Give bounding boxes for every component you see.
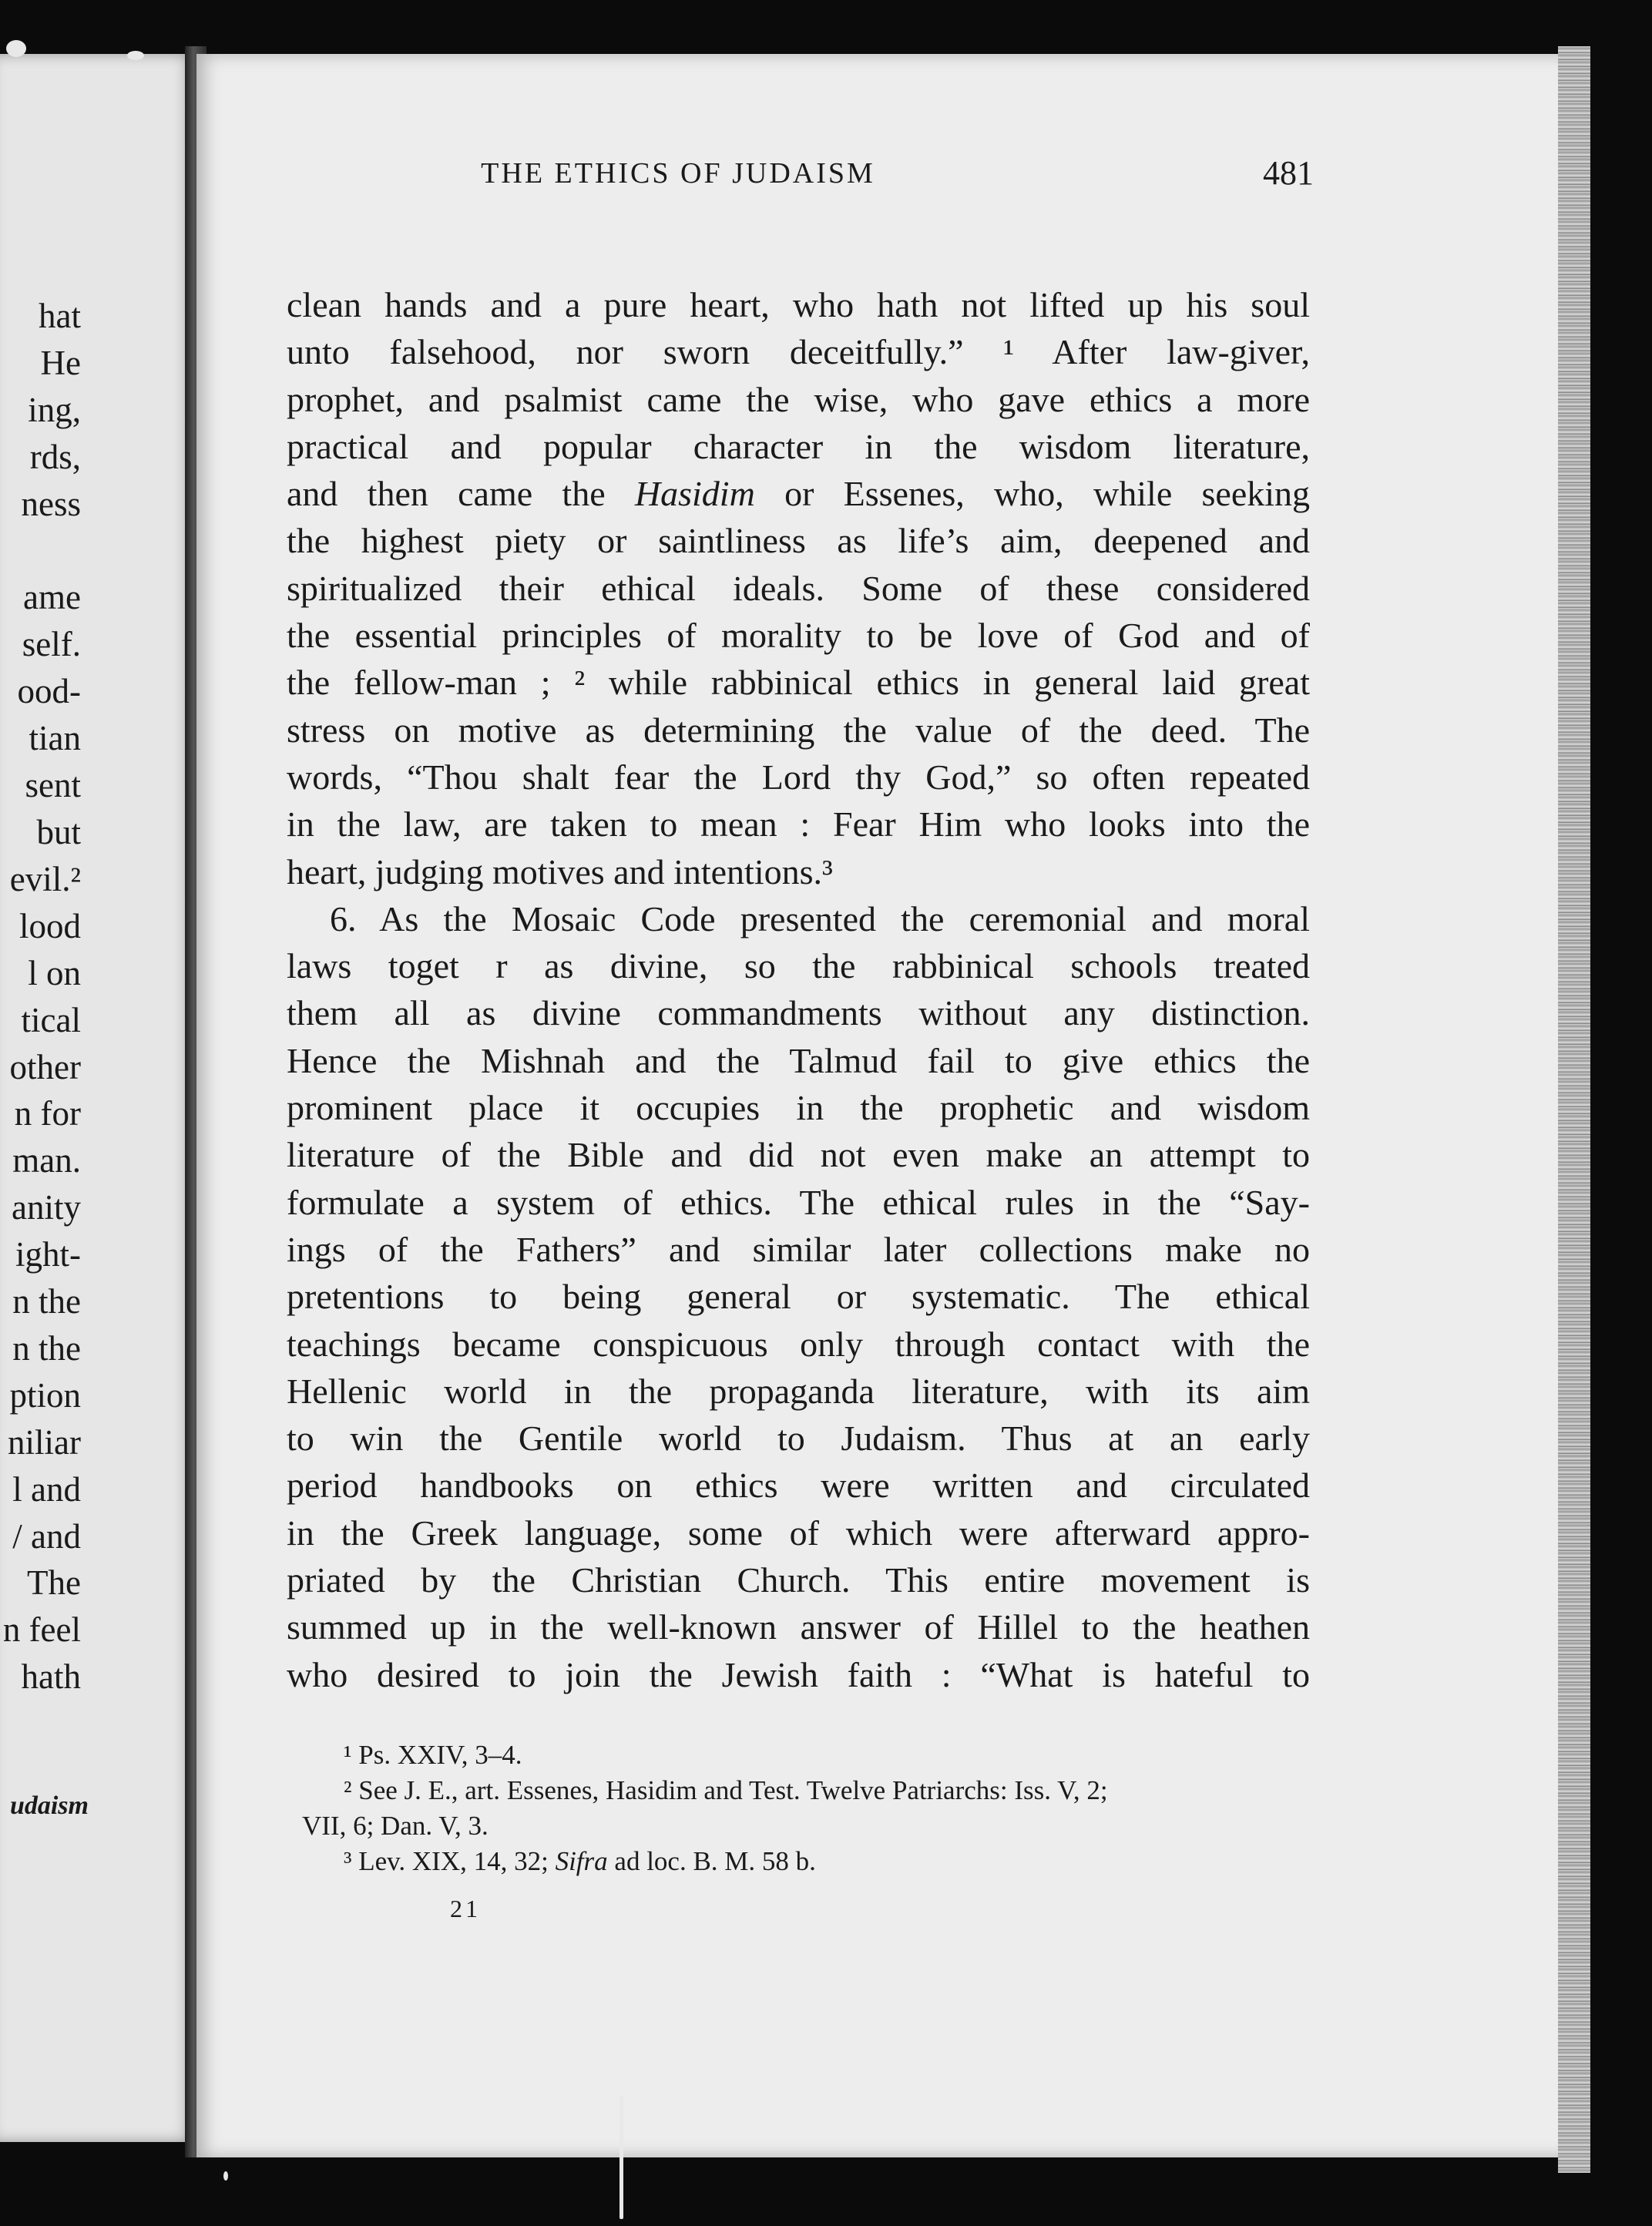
- left-fragment: hath: [21, 1657, 81, 1697]
- left-fragment: ption: [9, 1375, 81, 1415]
- text-line: in the law, are taken to mean : Fear Him who looks into the: [287, 804, 1310, 844]
- text-line: laws toget r as divine, so the rabbinical schools treated: [287, 946, 1310, 986]
- left-facing-page: [0, 54, 196, 2142]
- footnote-segment: ³ Lev. XIX, 14, 32;: [344, 1846, 556, 1876]
- footnotes: [302, 1737, 1310, 1879]
- text-line: them all as divine commandments without any distinction.: [287, 993, 1310, 1033]
- left-fragment: ame: [23, 578, 81, 617]
- left-fragment: n feel: [2, 1610, 81, 1650]
- body-text: [287, 281, 1310, 1698]
- text-line: ings of the Fathers” and similar later collections make no: [287, 1229, 1310, 1269]
- text-line: period handbooks on ethics were written and circulated: [287, 1466, 1310, 1506]
- text-line: words, “Thou shalt fear the Lord thy God,” so often repeated: [287, 757, 1310, 797]
- text-line: literature of the Bible and did not even make an attempt to: [287, 1135, 1310, 1175]
- text-line: pretentions to being general or systematic. The ethical: [287, 1277, 1310, 1317]
- left-fragment: but: [36, 812, 81, 851]
- left-fragment: n the: [12, 1282, 81, 1321]
- left-fragment: The: [27, 1563, 81, 1603]
- text-line: unto falsehood, nor sworn deceitfully.” ¹ After law-giver,: [287, 332, 1310, 372]
- text-line: the fellow-man ; ² while rabbinical ethics in general laid great: [287, 663, 1310, 703]
- text-line: heart, judging motives and intentions.³: [287, 851, 833, 891]
- text-line: 6. As the Mosaic Code presented the ceremonial and moral: [330, 898, 1310, 938]
- left-fragment: l on: [28, 953, 81, 992]
- text-line: spiritualized their ethical ideals. Some of these considered: [287, 568, 1310, 608]
- footnote-2-continued: VII, 6; Dan. V, 3.: [302, 1811, 489, 1841]
- text-line: stress on motive as determining the value of the deed. The: [287, 710, 1310, 750]
- text-line: to win the Gentile world to Judaism. Thus at an early: [287, 1419, 1310, 1459]
- scan-speck: [223, 2171, 228, 2181]
- running-title: THE ETHICS OF JUDAISM: [481, 157, 875, 190]
- text-line: summed up in the well-known answer of Hillel to the heathen: [287, 1607, 1310, 1647]
- left-fragment: l and: [12, 1469, 81, 1509]
- text-line: priated by the Christian Church. This entire movement is: [287, 1560, 1310, 1600]
- left-fragment: niliar: [8, 1422, 81, 1462]
- left-fragment: sent: [25, 766, 81, 805]
- page-edge: [1558, 46, 1590, 2173]
- text-line: the highest piety or saintliness as life’s aim, deepened and: [287, 521, 1310, 561]
- footnote-3: [302, 1844, 1310, 1879]
- left-fragment: ness: [21, 484, 81, 523]
- text-line: prophet, and psalmist came the wise, who gave ethics a more: [287, 379, 1310, 419]
- left-fragment: lood: [18, 906, 81, 945]
- signature-mark: 21: [450, 1895, 481, 1922]
- page-number: 481: [1263, 154, 1314, 192]
- left-fragment: [0, 528, 81, 575]
- scan-speck: [127, 51, 144, 60]
- left-fragment: tian: [29, 719, 81, 758]
- left-fragment: evil.²: [9, 859, 81, 898]
- left-fragment: ight-: [15, 1235, 81, 1274]
- left-fragment: / and: [12, 1516, 81, 1556]
- left-fragment: hat: [39, 297, 81, 335]
- left-fragment: rds,: [29, 437, 81, 476]
- text-line: in the Greek language, some of which were afterward appro-: [287, 1513, 1310, 1553]
- left-fragment: anity: [12, 1188, 81, 1227]
- text-line: the essential principles of morality to be love of God and of: [287, 616, 1310, 656]
- footnote-1: ¹ Ps. XXIV, 3–4.: [344, 1740, 522, 1770]
- running-head: [366, 150, 1314, 196]
- italic-term: Hasidim: [634, 474, 755, 514]
- left-page-footer: udaism: [9, 1791, 89, 1820]
- text-line: [287, 470, 1310, 517]
- left-fragment: tical: [21, 1000, 81, 1039]
- left-fragment: self.: [22, 625, 81, 664]
- text-segment: or Essenes, who, while seeking: [754, 474, 1310, 514]
- left-fragment: ing,: [28, 390, 81, 429]
- left-fragment: ood-: [17, 672, 81, 711]
- left-fragment: He: [40, 343, 81, 382]
- italic-term: Sifra: [555, 1846, 608, 1876]
- text-line: Hence the Mishnah and the Talmud fail to give ethics the: [287, 1040, 1310, 1080]
- footnote-2: ² See J. E., art. Essenes, Hasidim and Test. Twelve Patriarchs: Iss. V, 2;: [344, 1775, 1108, 1805]
- left-fragment: n for: [14, 1094, 81, 1133]
- footnote-segment: ad loc. B. M. 58 b.: [607, 1846, 816, 1876]
- text-line: formulate a system of ethics. The ethical rules in the “Say-: [287, 1182, 1310, 1222]
- text-line: prominent place it occupies in the prophetic and wisdom: [287, 1088, 1310, 1128]
- text-segment: and then came the: [287, 474, 635, 514]
- scan-speck: [620, 2096, 623, 2219]
- scan-speck: [6, 40, 26, 57]
- text-line: clean hands and a pure heart, who hath not lifted up his soul: [287, 285, 1310, 324]
- text-line: teachings became conspicuous only through contact with the: [287, 1324, 1310, 1364]
- left-page-text-fragments: [0, 293, 81, 1701]
- left-fragment: other: [9, 1047, 81, 1086]
- left-fragment: man.: [12, 1141, 81, 1180]
- text-line: practical and popular character in the wisdom literature,: [287, 426, 1310, 466]
- text-line: who desired to join the Jewish faith : “What is hateful to: [287, 1654, 1310, 1694]
- left-fragment: n the: [12, 1328, 81, 1368]
- text-line: Hellenic world in the propaganda literature, with its aim: [287, 1371, 1310, 1411]
